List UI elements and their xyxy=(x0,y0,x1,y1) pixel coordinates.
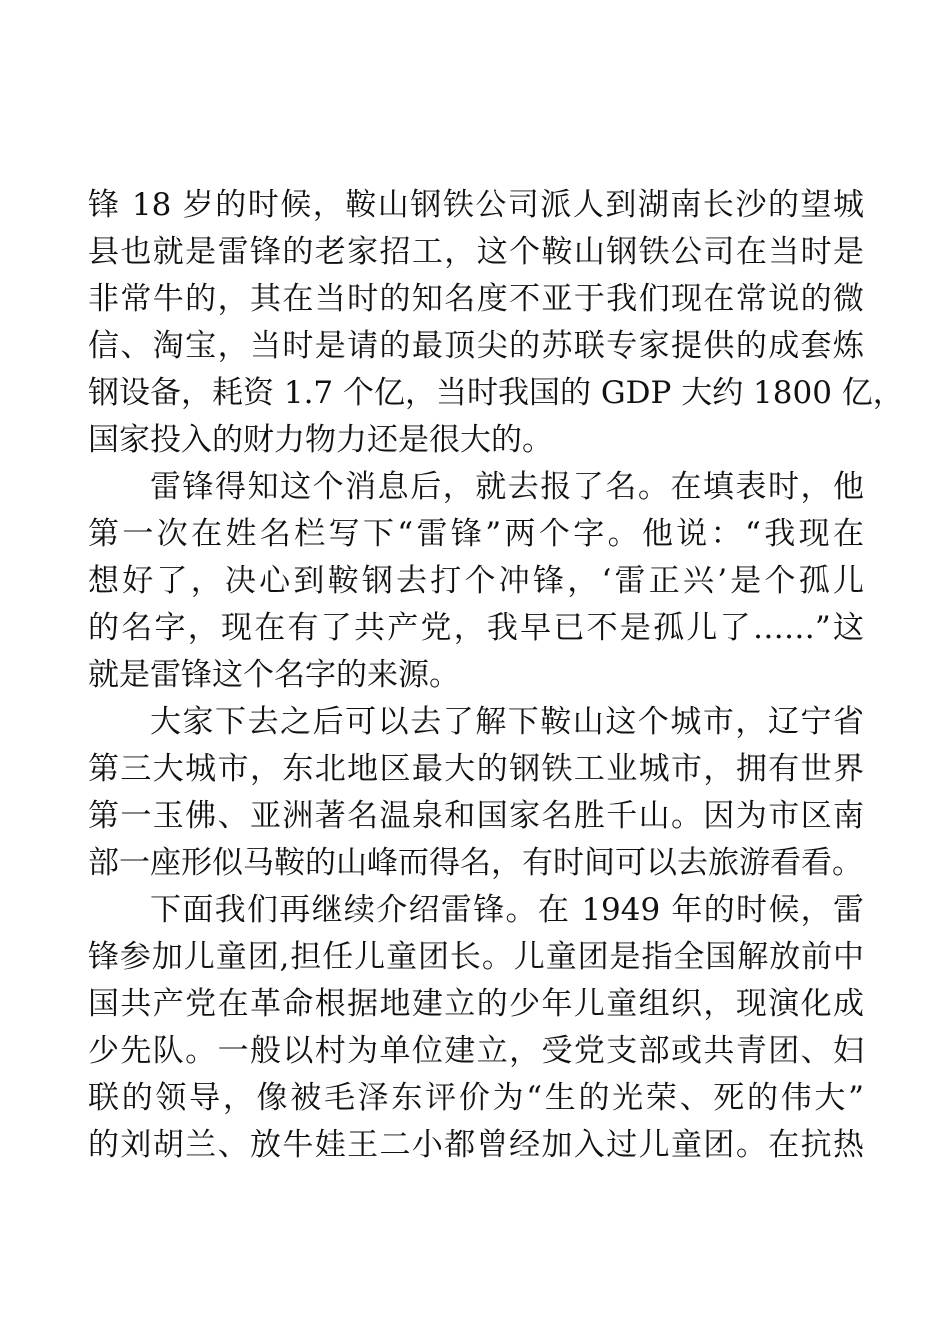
text-line: 钢设备，耗资 1.7 个亿，当时我国的 GDP 大约 1800 亿， xyxy=(88,375,904,411)
text-line: 的名字，现在有了共产党，我早已不是孤儿了……”这 xyxy=(88,610,864,646)
paragraph-first-line: 雷锋得知这个消息后，就去报了名。在填表时，他 xyxy=(150,469,864,505)
text-line: 非常牛的，其在当时的知名度不亚于我们现在常说的微 xyxy=(88,281,864,317)
text-line: 锋参加儿童团,担任儿童团长。儿童团是指全国解放前中 xyxy=(88,939,864,975)
text-line: 县也就是雷锋的老家招工，这个鞍山钢铁公司在当时是 xyxy=(88,234,864,270)
text-line: 第三大城市，东北地区最大的钢铁工业城市，拥有世界 xyxy=(88,751,864,787)
text-line: 国家投入的财力物力还是很大的。 xyxy=(88,422,553,458)
text-line: 第一次在姓名栏写下“雷锋”两个字。他说：“我现在 xyxy=(88,516,864,552)
text-line: 信、淘宝，当时是请的最顶尖的苏联专家提供的成套炼 xyxy=(88,328,864,364)
body-text xyxy=(88,182,904,1169)
paragraph-first-line: 下面我们再继续介绍雷锋。在 1949 年的时候，雷 xyxy=(150,892,864,928)
text-line: 就是雷锋这个名字的来源。 xyxy=(88,657,460,693)
text-line: 第一玉佛、亚洲著名温泉和国家名胜千山。因为市区南 xyxy=(88,798,864,834)
text-line: 锋 18 岁的时候，鞍山钢铁公司派人到湖南长沙的望城 xyxy=(88,187,864,223)
text-line: 国共产党在革命根据地建立的少年儿童组织，现演化成 xyxy=(88,986,864,1022)
text-line: 少先队。一般以村为单位建立，受党支部或共青团、妇 xyxy=(88,1033,864,1069)
text-line: 部一座形似马鞍的山峰而得名，有时间可以去旅游看看。 xyxy=(88,845,863,881)
text-line: 的刘胡兰、放牛娃王二小都曾经加入过儿童团。在抗热 xyxy=(88,1127,864,1163)
text-line: 想好了，决心到鞍钢去打个冲锋，‘雷正兴’是个孤儿 xyxy=(88,563,864,599)
paragraph-first-line: 大家下去之后可以去了解下鞍山这个城市，辽宁省 xyxy=(150,704,864,740)
text-line: 联的领导，像被毛泽东评价为“生的光荣、死的伟大” xyxy=(88,1080,864,1116)
